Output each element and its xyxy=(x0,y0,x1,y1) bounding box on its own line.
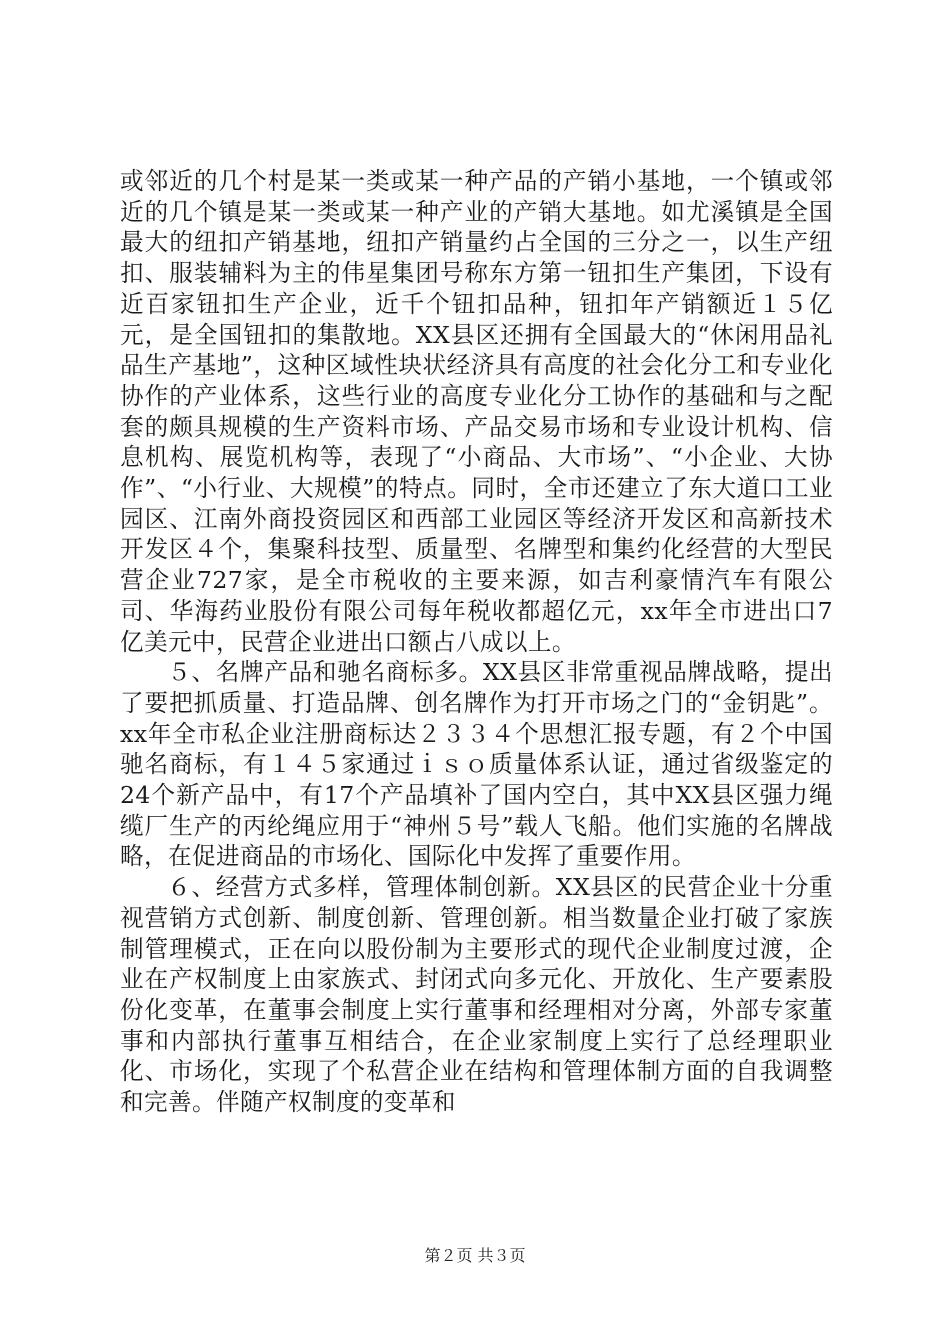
paragraph-brand-strategy: ５、名牌产品和驰名商标多。XX县区非常重视品牌战略，提出了要把抓质量、打造品牌、创名牌作为打开市场之门的“金钥匙”。xx年全市私企业注册商标达２３３４个思想汇报专题，有２个中国驰名商标，有１４５家通过ｉｓｏ质量体系认证，通过省级鉴定的24个新产品中，有17个产品填补了国内空白，其中XX县区强力绳缆厂生产的丙纶绳应用于“神州５号”载人飞船。他们实施的名牌战略，在促进商品的市场化、国际化中发挥了重要作用。 xyxy=(120,658,833,871)
document-body xyxy=(120,166,833,1118)
page-number-footer: 第２页 共３页 xyxy=(424,1246,526,1265)
paragraph-management-innovation: ６、经营方式多样，管理体制创新。XX县区的民营企业十分重视营销方式创新、制度创新、管理创新。相当数量企业打破了家族制管理模式，正在向以股份制为主要形式的现代企业制度过渡，企业在产权制度上由家族式、封闭式向多元化、开放化、生产要素股份化变革，在董事会制度上实行董事和经理相对分离，外部专家董事和内部执行董事互相结合，在企业家制度上实行了总经理职业化、市场化，实现了个私营企业在结构和管理体制方面的自我调整和完善。伴随产权制度的变革和 xyxy=(120,873,833,1117)
paragraph-continuation: 或邻近的几个村是某一类或某一种产品的产销小基地，一个镇或邻近的几个镇是某一类或某一种产业的产销大基地。如尤溪镇是全国最大的纽扣产销基地，纽扣产销量约占全国的三分之一，以生产纽扣、服装辅料为主的伟星集团号称东方第一钮扣生产集团，下设有近百家钮扣生产企业，近千个钮扣品种，钮扣年产销额近１５亿元，是全国钮扣的集散地。XX县区还拥有全国最大的“休闲用品礼品生产基地”，这种区域性块状经济具有高度的社会化分工和专业化协作的产业体系，这些行业的高度专业化分工协作的基础和与之配套的颇具规模的生产资料市场、产品交易市场和专业设计机构、信息机构、展览机构等，表现了“小商品、大市场”、“小企业、大协作”、“小行业、大规模”的特点。同时，全市还建立了东大道口工业园区、江南外商投资园区和西部工业园区等经济开发区和高新技术开发区４个，集聚科技型、质量型、名牌型和集约化经营的大型民营企业727家，是全市税收的主要来源，如吉利豪情汽车有限公司、华海药业股份有限公司每年税收都超亿元，xx年全市进出口7亿美元中，民营企业进出口额占八成以上。 xyxy=(120,167,833,656)
